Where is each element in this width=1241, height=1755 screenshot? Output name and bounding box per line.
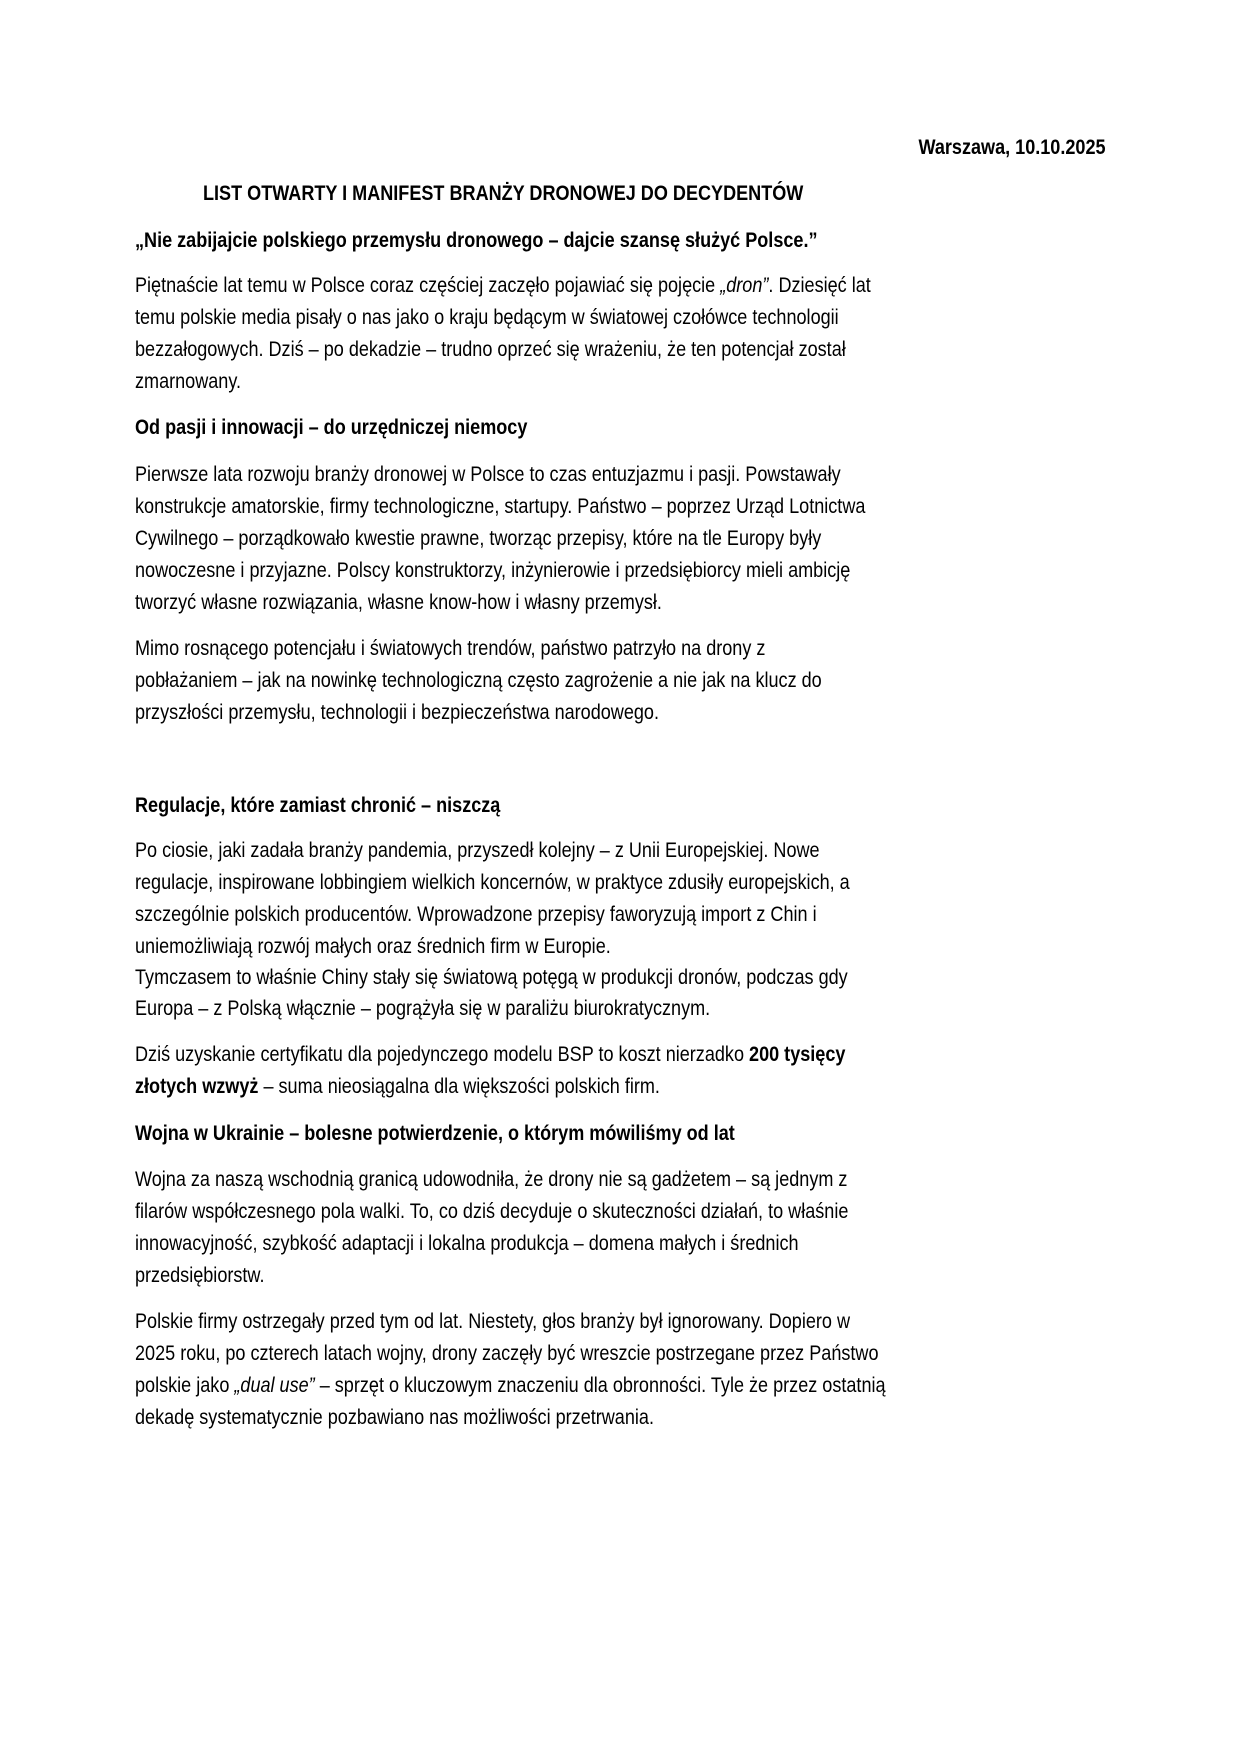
section-heading: Wojna w Ukrainie – bolesne potwierdzenie, o którym mówiliśmy od lat [135, 1122, 735, 1145]
text: . Dziesięć lat [768, 274, 871, 297]
intro-line [135, 273, 871, 299]
italic-term: „dual use” [234, 1374, 315, 1397]
intro-line: zmarnowany. [135, 370, 242, 393]
paragraph-line: dekadę systematycznie pozbawiano nas możliwości przetrwania. [135, 1406, 654, 1429]
paragraph-line [135, 1042, 845, 1068]
bold-text: 200 tysięcy [749, 1043, 846, 1066]
paragraph-line: Cywilnego – porządkowało kwestie prawne, tworząc przepisy, które na tle Europy były [135, 527, 822, 550]
paragraph-line: innowacyjność, szybkość adaptacji i lokalna produkcja – domena małych i średnich [135, 1232, 799, 1255]
paragraph-line: uniemożliwiają rozwój małych oraz średnich firm w Europie. [135, 935, 611, 958]
paragraph-line: 2025 roku, po czterech latach wojny, drony zaczęły być wreszcie postrzegane przez Państwo [135, 1342, 879, 1365]
text: – sprzęt o kluczowym znaczeniu dla obronności. Tyle że przez ostatnią [314, 1374, 886, 1397]
paragraph-line: regulacje, inspirowane lobbingiem wielkich koncernów, w praktyce zdusiły europejskich, a [135, 871, 850, 894]
paragraph-line: Pierwsze lata rozwoju branży dronowej w Polsce to czas entuzjazmu i pasji. Powstawały [135, 463, 841, 486]
intro-line: temu polskie media pisały o nas jako o kraju będącym w światowej czołówce technologii [135, 306, 839, 329]
text: Piętnaście lat temu w Polsce coraz częściej zaczęło pojawiać się pojęcie [135, 274, 721, 297]
date-line: Warszawa, 10.10.2025 [918, 136, 1106, 159]
paragraph-line: Mimo rosnącego potencjału i światowych trendów, państwo patrzyło na drony z [135, 637, 766, 660]
text: polskie jako [135, 1374, 235, 1397]
paragraph-line: Europa – z Polską włącznie – pogrążyła się w paraliżu biurokratycznym. [135, 997, 711, 1020]
paragraph-line: tworzyć własne rozwiązania, własne know-how i własny przemysł. [135, 591, 662, 614]
section-heading: Regulacje, które zamiast chronić – niszczą [135, 794, 501, 817]
paragraph-line: Wojna za naszą wschodnią granicą udowodniła, że drony nie są gadżetem – są jednym z [135, 1168, 848, 1191]
italic-term: „dron” [720, 274, 769, 297]
paragraph-line: przedsiębiorstw. [135, 1264, 265, 1287]
paragraph-line: Polskie firmy ostrzegały przed tym od lat. Niestety, głos branży był ignorowany. Dopiero w [135, 1310, 850, 1333]
bold-text: złotych wzwyż [135, 1075, 259, 1098]
text: – suma nieosiągalna dla większości polskich firm. [258, 1075, 660, 1098]
document-title: LIST OTWARTY I MANIFEST BRANŻY DRONOWEJ DO DECYDENTÓW [203, 182, 804, 205]
paragraph-line: pobłażaniem – jak na nowinkę technologiczną często zagrożenie a nie jak na klucz do [135, 669, 822, 692]
paragraph-line: przyszłości przemysłu, technologii i bezpieczeństwa narodowego. [135, 701, 660, 724]
paragraph-line: filarów współczesnego pola walki. To, co dziś decyduje o skuteczności działań, to właśnie [135, 1200, 849, 1223]
paragraph-line: szczególnie polskich producentów. Wprowadzone przepisy faworyzują import z Chin i [135, 903, 817, 926]
intro-line: bezzałogowych. Dziś – po dekadzie – trudno oprzeć się wrażeniu, że ten potencjał został [135, 338, 846, 361]
paragraph-line: konstrukcje amatorskie, firmy technologiczne, startupy. Państwo – poprzez Urząd Lotnictwa [135, 495, 866, 518]
motto: „Nie zabijajcie polskiego przemysłu dronowego – dajcie szansę służyć Polsce.” [135, 229, 818, 252]
paragraph-line: Po ciosie, jaki zadała branży pandemia, przyszedł kolejny – z Unii Europejskiej. Nowe [135, 839, 820, 862]
paragraph-line: Tymczasem to właśnie Chiny stały się światową potęgą w produkcji dronów, podczas gdy [135, 966, 848, 989]
paragraph-line [135, 1074, 660, 1100]
text: Dziś uzyskanie certyfikatu dla pojedynczego modelu BSP to koszt nierzadko [135, 1043, 750, 1066]
paragraph-line: nowoczesne i przyjazne. Polscy konstruktorzy, inżynierowie i przedsiębiorcy mieli ambicję [135, 559, 851, 582]
paragraph-line [135, 1373, 886, 1399]
section-heading: Od pasji i innowacji – do urzędniczej niemocy [135, 416, 528, 439]
